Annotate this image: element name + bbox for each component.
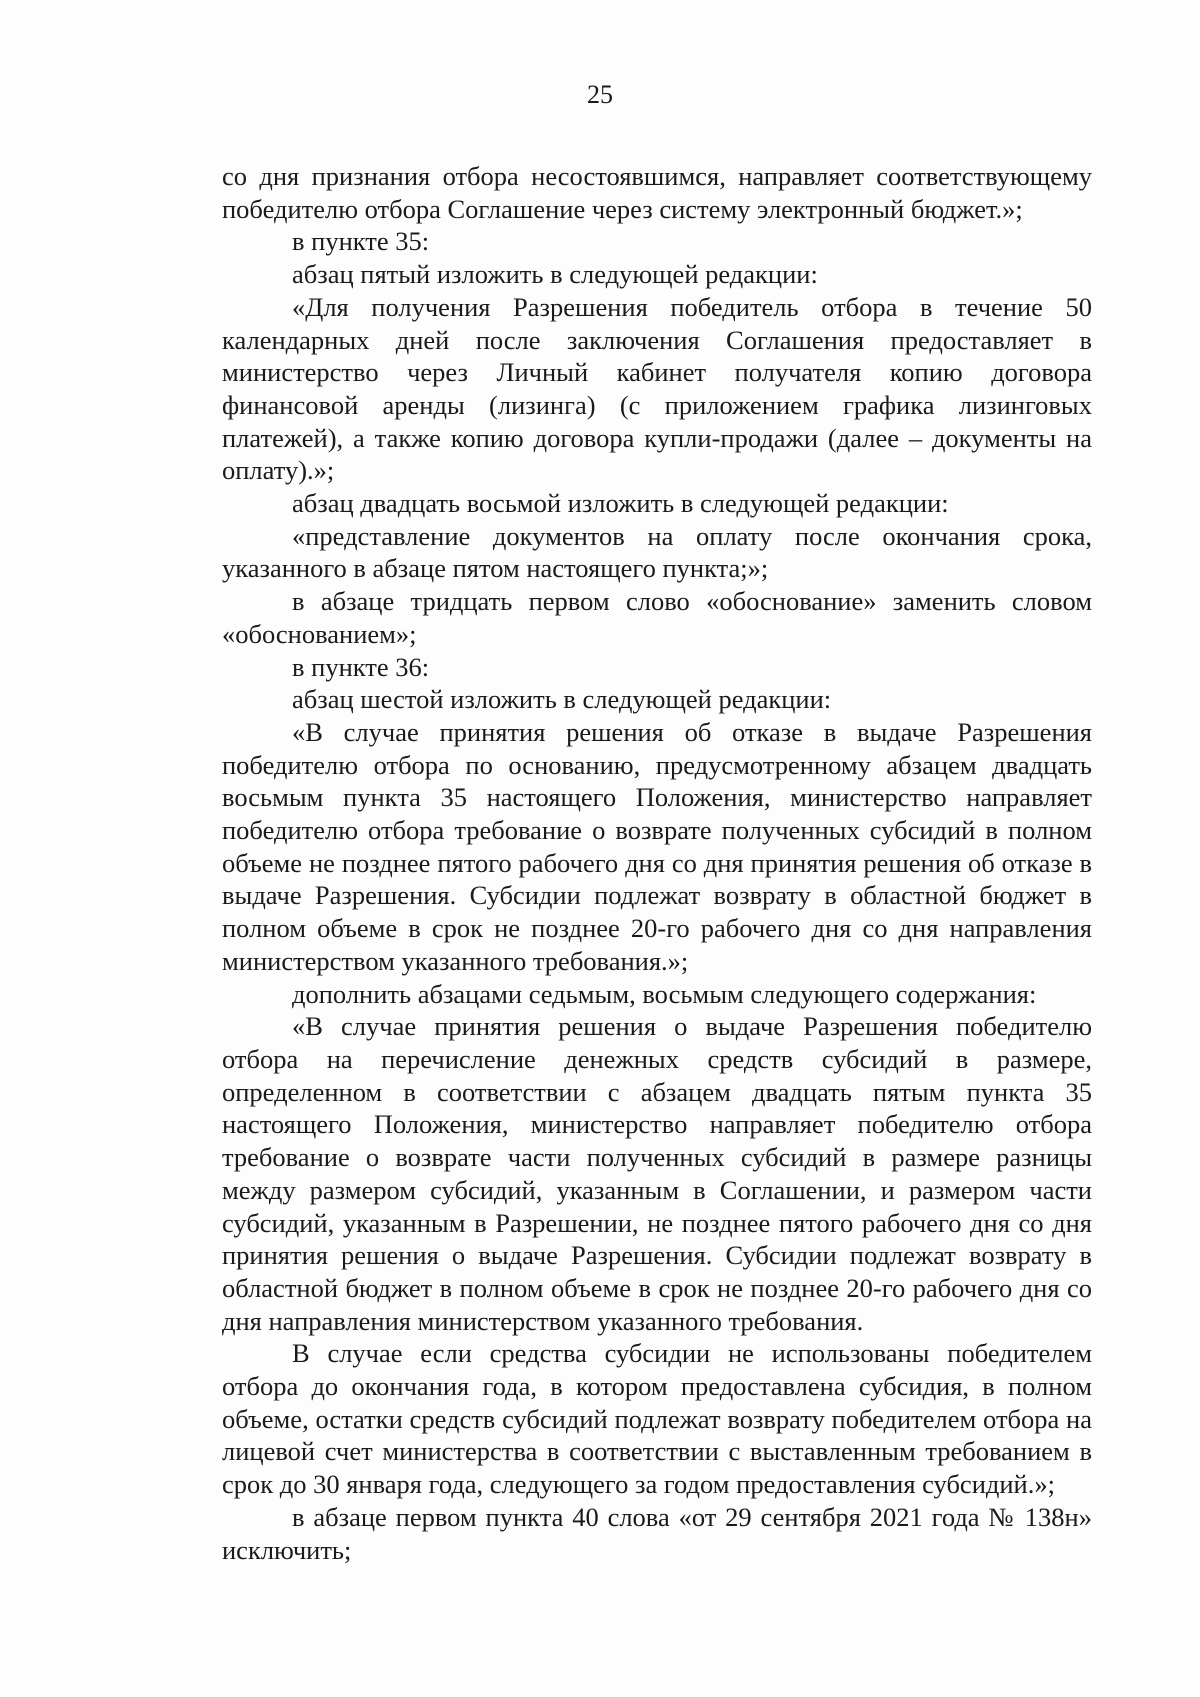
paragraph-eighth-abzac-text: В случае если средства субсидии не использованы победителем отбора до окончания года, в котором предоставлена субсидия, в полном объеме, остатки средств субсидий подлежат возврату победителем отбора на лицевой счет министерства в соответствии с выставленным требованием в срок до 30 января года, следующего за годом предоставления субсидий.»; <box>222 1338 1092 1500</box>
paragraph-fifth-abzac-text: «Для получения Разрешения победитель отбора в течение 50 календарных дней после заключения Соглашения предоставляет в министерство через Личный кабинет получателя копию договора финансовой аренды (лизинга) (с приложением графика лизинговых платежей), а также копию договора купли-продажи (далее – документы на оплату).»; <box>222 291 1092 486</box>
paragraph-add-abzacs-intro: дополнить абзацами седьмым, восьмым следующего содержания: <box>292 978 1037 1009</box>
paragraph-point-40: в абзаце первом пункта 40 слова «от 29 сентября 2021 года № 138н» исключить; <box>222 1501 1092 1565</box>
paragraph-28th-abzac-intro: абзац двадцать восьмой изложить в следующей редакции: <box>292 488 949 519</box>
paragraph-28th-abzac-text: «представление документов на оплату после окончания срока, указанного в абзаце пятом настоящего пункта;»; <box>222 520 1092 584</box>
paragraph-continuation: со дня признания отбора несостоявшимся, направляет соответствующему победителю отбора Соглашение через систему электронный бюджет.»; <box>222 161 1092 224</box>
paragraph-point-36-heading: в пункте 36: <box>292 651 430 682</box>
paragraph-seventh-abzac-text: «В случае принятия решения о выдаче Разрешения победителю отбора на перечисление денежных средств субсидий в размере, определенном в соответствии с абзацем двадцать пятым пункта 35 настоящего Положения, министерство направляет победителю отбора требование о возврате части полученных субсидий в размере разницы между размером субсидий, указанным в Соглашении, и размером части субсидий, указанным в Разрешении, не позднее пятого рабочего дня со дня принятия решения о выдаче Разрешения. Субсидии подлежат возврату в областной бюджет в полном объеме в срок не позднее 20-го рабочего дня со дня направления министерством указанного требования. <box>222 1011 1092 1336</box>
paragraph-sixth-abzac-intro: абзац шестой изложить в следующей редакции: <box>292 684 832 715</box>
paragraph-fifth-abzac-intro: абзац пятый изложить в следующей редакции: <box>292 259 818 290</box>
paragraph-point-35-heading: в пункте 35: <box>292 226 430 257</box>
page-number: 25 <box>587 80 613 109</box>
paragraph-31st-abzac: в абзаце тридцать первом слово «обоснование» заменить словом «обоснованием»; <box>222 586 1092 649</box>
document-body <box>222 160 1092 1566</box>
paragraph-sixth-abzac-text: «В случае принятия решения об отказе в выдаче Разрешения победителю отбора по основанию, предусмотренному абзацем двадцать восьмым пункта 35 настоящего Положения, министерство направляет победителю отбора требование о возврате полученных субсидий в полном объеме не позднее пятого рабочего дня со дня принятия решения об отказе в выдаче Разрешения. Субсидии подлежат возврату в областной бюджет в полном объеме в срок не позднее 20-го рабочего дня со дня направления министерством указанного требования.»; <box>222 716 1092 976</box>
